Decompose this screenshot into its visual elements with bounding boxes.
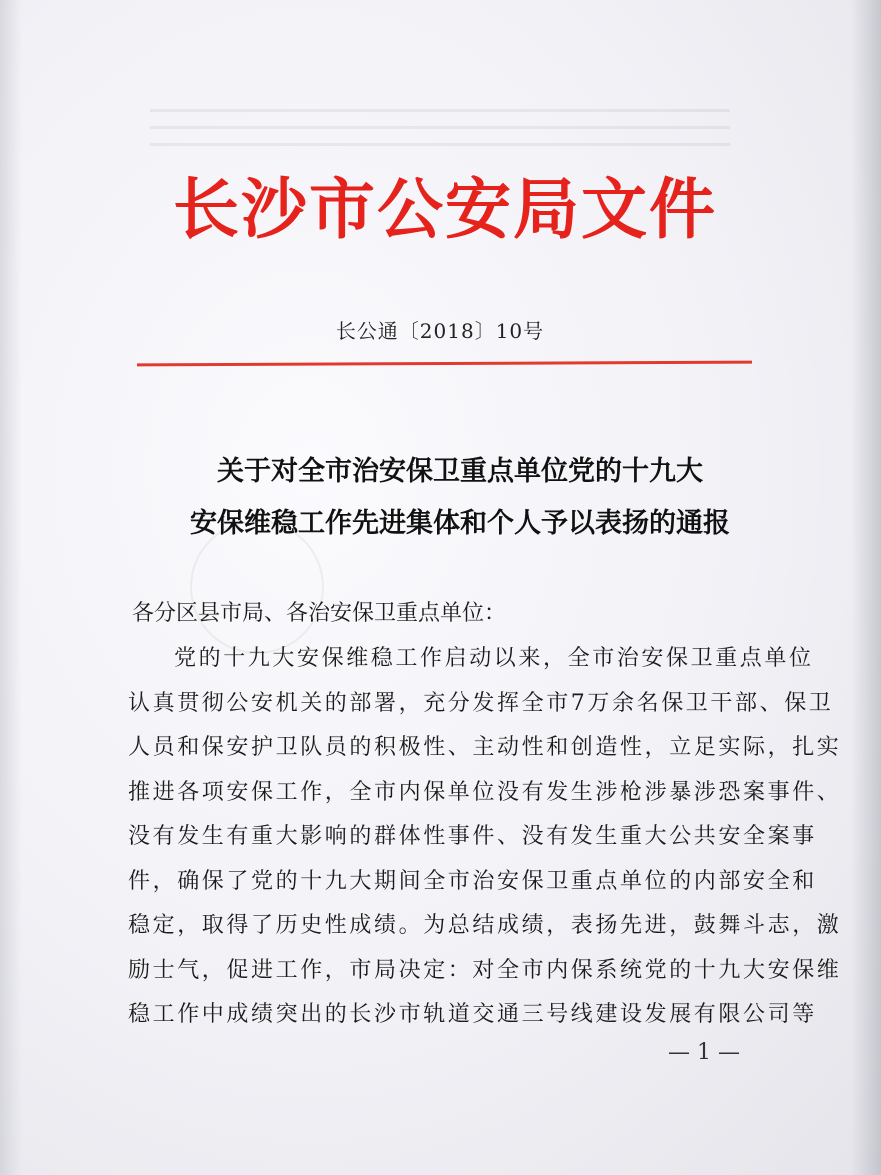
body-line: 没有发生有重大影响的群体性事件、没有发生重大公共安全案事 [128,824,817,849]
body-line: 认真贯彻公安机关的部署，充分发挥全市7万余名保卫干部、保卫 [128,690,834,716]
body-line: 励士气，促进工作，市局决定：对全市内保系统党的十九大安保维 [128,957,842,983]
red-divider-line [137,361,752,367]
subject-line: 安保维稳工作先进集体和个人予以表扬的通报 [190,508,730,539]
page-left-shading [0,0,22,1175]
body-line: 党的十九大安保维稳工作启动以来，全市治安保卫重点单位 [174,646,814,671]
body-line: 人员和保安护卫队员的积极性、主动性和创造性，立足实际，扎实 [128,735,842,760]
document-header-title: 长沙市公安局文件 [173,170,717,248]
document-subject [120,446,800,550]
document-number: 长公通〔2018〕10号 [335,319,545,343]
bleed-through-text [150,95,730,175]
body-line: 推进各项安保工作，全市内保单位没有发生涉枪涉暴涉恐案事件、 [128,779,842,805]
body-line: 稳定，取得了历史性成绩。为总结成绩，表扬先进，鼓舞斗志，激 [128,913,842,938]
document-body [128,637,842,1038]
page-number: — 1 — [668,1040,740,1065]
body-line: 稳工作中成绩突出的长沙市轨道交通三号线建设发展有限公司等 [128,1002,817,1027]
body-line: 件，确保了党的十九大期间全市治安保卫重点单位的内部安全和 [128,868,817,894]
subject-line: 关于对全市治安保卫重点单位党的十九大 [217,456,703,487]
page-right-shading [851,0,881,1175]
salutation: 各分区县市局、各治安保卫重点单位： [132,601,507,626]
